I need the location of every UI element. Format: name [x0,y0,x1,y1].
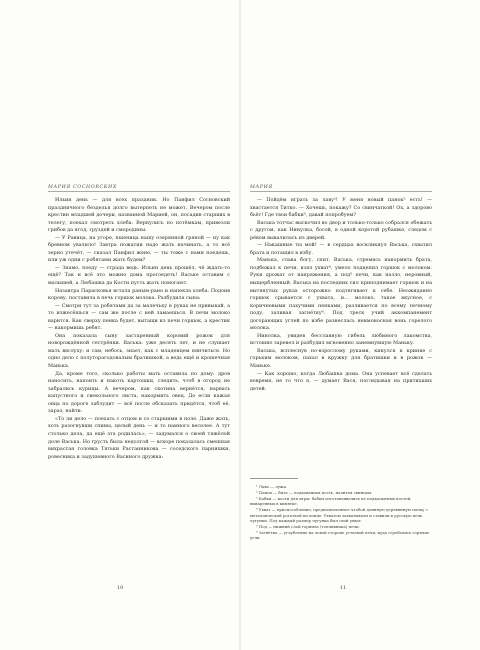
footnote: ⁵ Под — нижний слой горнила (топливника) печи. [256,523,360,529]
footnote: ² Панок — бита — подкованная кость, налитая свинцом. [256,489,373,495]
paragraph: Васька тотчас выскочил во двор и только-только собрался обежать с другом, как Нинулка, босой, в одной коротой рубашке, следом с рёвом вывалилась из дверей. [250,219,433,241]
running-header-left: МАРИЯ СОСНОВСКИХ [48,185,117,190]
footnote-rule [250,478,298,479]
paragraph: Манька, слава богу, спит. Васька, стремясь накормить брата, подбежал к печи, взял ухват⁴, умело подцепил горшок с молоком. Руки дрожат от напряжения, а под⁵ печи, как назло, неровный, выщербленный. Васька на последних сил приподнимает горшок и на вытянутых руках осторожно подтягивает к себе. Неожиданно горшок срывается с ухвата, и… молоко, такое вкусное, с коричневыми пахучими пенками, разливается по всему печному поду, заливая загнётку⁶. Под треск учий аккомпанемент догорающих углей по избе разнеслась неимоносная вонь горелого молока. [250,257,432,332]
footnote: ³ Бабки — кости для игры: бабки изготавливались из подкопытных костей, вываренных в кипятке. [250,495,412,507]
paragraph: — Пойдём играть за лаву¹! У меня новый панок² есть! — хвастается Титко. — Хочешь, покажу? Со свинчаткой! Ох, а здорово бьёт! Где твои бабки³, давай попробуем? [250,197,432,219]
footnote: ¹ Лава — лужа. [256,484,288,489]
right-page [240,0,480,650]
right-page-body [250,197,432,393]
header-rule-left [48,191,230,192]
footnote: ⁶ Загнётка — углубление на левой стороне устьевой печи, куда сгребались горячие угли. [250,529,430,541]
paragraph: «То ли дело — поехать с отцом и со старшими в поле. Даже жать, хоть разогнувши спины, целый день — и то намного веселее. А тут столько дела, да ещё эта родилась», — задумался о своей тяжёлой доле Васька. Но грусть была недолгой — вскоре показалась смешная вихрастая головка Тятьки Растанникова — соседского парнишки, ровесника и задушевного Васиного дружка: [48,415,230,460]
paragraph: Ильин день — для всех праздник. Но Панфил Сосновский праздничного безделья долго вытерпеть не может. Вечером после крестин младшей дочери, названной Марией, он, посадив старших в телегу, поехал смотреть хлеба. Вернулись по потёмкам, привезли грибов да ягод, груздей и смородины. [48,197,230,234]
running-header-right: МАРИЯ [250,185,273,190]
paragraph: — Накашные ты мой! — в сердцах воскликнул Васька, схватил брата и потащил в избу. [250,242,432,256]
footnotes [250,478,432,541]
left-page-body [48,197,230,461]
paragraph: Она показала сыну застаренный коровий рожок для новорождённой сестрёнки. Васька: уже десять лет, и не слушает мать ввслуху: и сам, небось, знает, как с младенцем нянчиться. Но одно дело с полуторагодовалым братишкой, а ведь ещё и крошечная Манька. [48,332,230,370]
paragraph: Нинолка, увидев бесславную гибель любимого лакомства, истошно заревел и разбудил мгновенно занемнувшую Маньку. [250,332,432,347]
footnote: ⁴ Ухват — приспособление, предназначенное чтобой длинную деревянную палку с металлической рогаткой на конце. Ухватом захватывали и ставили в русскую печь чугунки. Под каждый размер чугунка был свой ухват. [250,507,428,523]
header-rule-right [250,191,432,192]
paragraph: — Смотри тут за робятами да за малечьку в руках не привыкай, а то изжесёшься — сам же после с ней замаешься. В печи молоко варится. Как сверху пенка будет, вытащи из печи горшок, а крестик — накормишь ребят. [48,302,230,332]
paragraph: — У Равица, на угоре, пшеница нашу озерянной гряной — ну как бревном увалило! Завтра пожатии надо жать начинать, а то всё зерно утечёт, — сказал Панфил жене, — ты тоже с нами поедешь, или уж одни с робятами жать будем? [48,234,230,264]
page-number-right: 11 [340,585,347,591]
paragraph: Да, кроме того, сколько работы мать оставила по дому: дров наносить, напоить и накоть картошки, следить, чтоб в огород не забрались курицы. А вечером, как скотина вернётся, нарвать капустного и свекольного листа, накормить овец. До если кажая овца по дороге заблудит — всё после обсказать придётся, чтоб её, зараз, найти. [48,370,230,415]
page-number-left: 10 [117,585,124,591]
paragraph: Васька, всплеснув по-взрослому руками, кинулся к кринке с горьким молоком, пахал в кружку для братишки и в рожок — Маньке. [250,347,432,370]
paragraph: Назавтра Парасковья встала раным-рано и напекла хлеба. Подоив корову, поставила в печь горшок молока. Разбудила сына: [48,287,230,302]
paragraph: — Знамо, поеду — страда ведь. Ильин день прошёл, чё ждать-то ещё? Так и всё это можно дома прогоедеть! Ваське оставим с малышей, а Любашка да Кости пусть жать помогают. [48,264,230,287]
paragraph: — Как хорошо, когда Любашка дома. Она успевает всё сделать вовремя, не то что я, — думает Вася, поглядывая на притихших детей. [250,370,432,392]
